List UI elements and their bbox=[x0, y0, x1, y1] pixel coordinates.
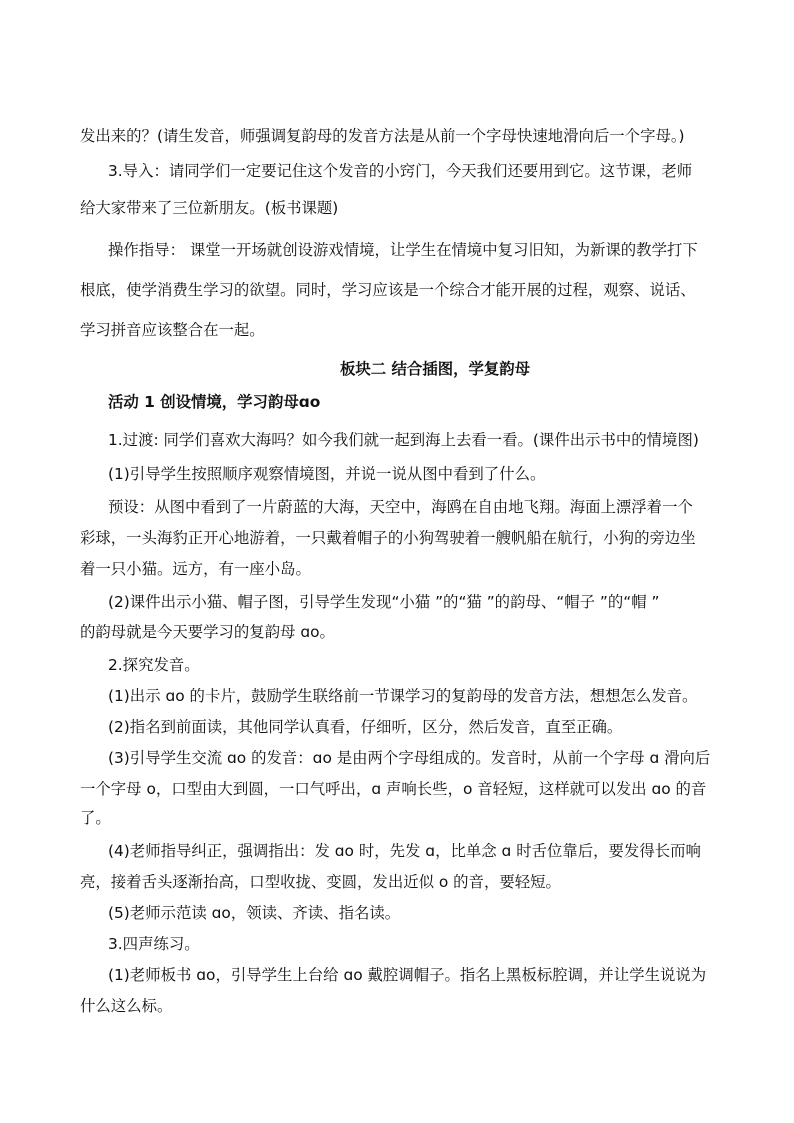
paragraph-line: 3.四声练习。 bbox=[108, 935, 200, 953]
section-heading: 板块二 结合插图，学复韵母 bbox=[340, 360, 531, 378]
paragraph-line: 2.探究发音。 bbox=[108, 656, 200, 674]
activity-heading: 活动 1 创设情境，学习韵母ɑo bbox=[108, 393, 321, 411]
paragraph-line: 彩球，一头海豹正开心地游着，一只戴着帽子的小狗驾驶着一艘帆船在航行，小狗的旁边坐 bbox=[80, 529, 696, 547]
paragraph-line: 发出来的？(请生发音，师强调复韵母的发音方法是从前一个字母快速地滑向后一个字母。) bbox=[80, 127, 685, 145]
paragraph-line: 了。 bbox=[80, 809, 111, 827]
paragraph-line: 的韵母就是今天要学习的复韵母 ɑo。 bbox=[80, 623, 335, 641]
paragraph-line: (5)老师示范读 ɑo，领读、齐读、指名读。 bbox=[108, 904, 401, 922]
paragraph-line: 预设：从图中看到了一片蔚蓝的大海，天空中，海鸥在自由地飞翔。海面上漂浮着一个 bbox=[108, 498, 693, 516]
paragraph-line: 亮，接着舌头逐渐抬高，口型收拢、变圆，发出近似 o 的音，要轻短。 bbox=[80, 873, 561, 891]
paragraph-line: 根底，使学消费生学习的欲望。同时，学习应该是一个综合才能开展的过程，观察、说话、 bbox=[80, 281, 696, 299]
paragraph-line: 3.导入：请同学们一定要记住这个发音的小窍门，今天我们还要用到它。这节课，老师 bbox=[108, 162, 693, 180]
paragraph-line: 着一只小猫。远方，有一座小岛。 bbox=[80, 560, 311, 578]
paragraph-line: (1)引导学生按照顺序观察情境图，并说一说从图中看到了什么。 bbox=[108, 465, 546, 483]
paragraph-line: 学习拼音应该整合在一起。 bbox=[80, 321, 265, 339]
paragraph-line: 1.过渡: 同学们喜欢大海吗？如今我们就一起到海上去看一看。(课件出示书中的情境图) bbox=[108, 431, 699, 449]
paragraph-line: (2)课件出示小猫、帽子图，引导学生发现“小猫 ”的“猫 ”的韵母、“帽子 ”的“帽 ” bbox=[108, 593, 660, 611]
paragraph-line: 操作指导： 课堂一开场就创设游戏情境，让学生在情境中复习旧知，为新课的教学打下 bbox=[108, 241, 698, 259]
paragraph-line: 一个字母 o，口型由大到圆，一口气呼出，ɑ 声响长些，o 音轻短，这样就可以发出 ɑo 的音 bbox=[80, 780, 707, 798]
paragraph-line: (1)老师板书 ɑo，引导学生上台给 ɑo 戴腔调帽子。指名上黑板标腔调，并让学生说说为 bbox=[108, 966, 707, 984]
paragraph-line: 什么这么标。 bbox=[80, 997, 173, 1015]
paragraph-line: (2)指名到前面读，其他同学认真看，仔细听，区分，然后发音，直至正确。 bbox=[108, 718, 623, 736]
paragraph-line: (4)老师指导纠正，强调指出：发 ɑo 时，先发 ɑ，比单念 ɑ 时舌位靠后，要发得长而响 bbox=[108, 842, 701, 860]
paragraph-line: 给大家带来了三位新朋友。(板书课题) bbox=[80, 199, 339, 217]
paragraph-line: (1)出示 ɑo 的卡片，鼓励学生联络前一节课学习的复韵母的发音方法，想想怎么发音。 bbox=[108, 687, 698, 705]
paragraph-line: (3)引导学生交流 ɑo 的发音：ɑo 是由两个字母组成的。发音时，从前一个字母 ɑ 滑向后 bbox=[108, 749, 711, 767]
